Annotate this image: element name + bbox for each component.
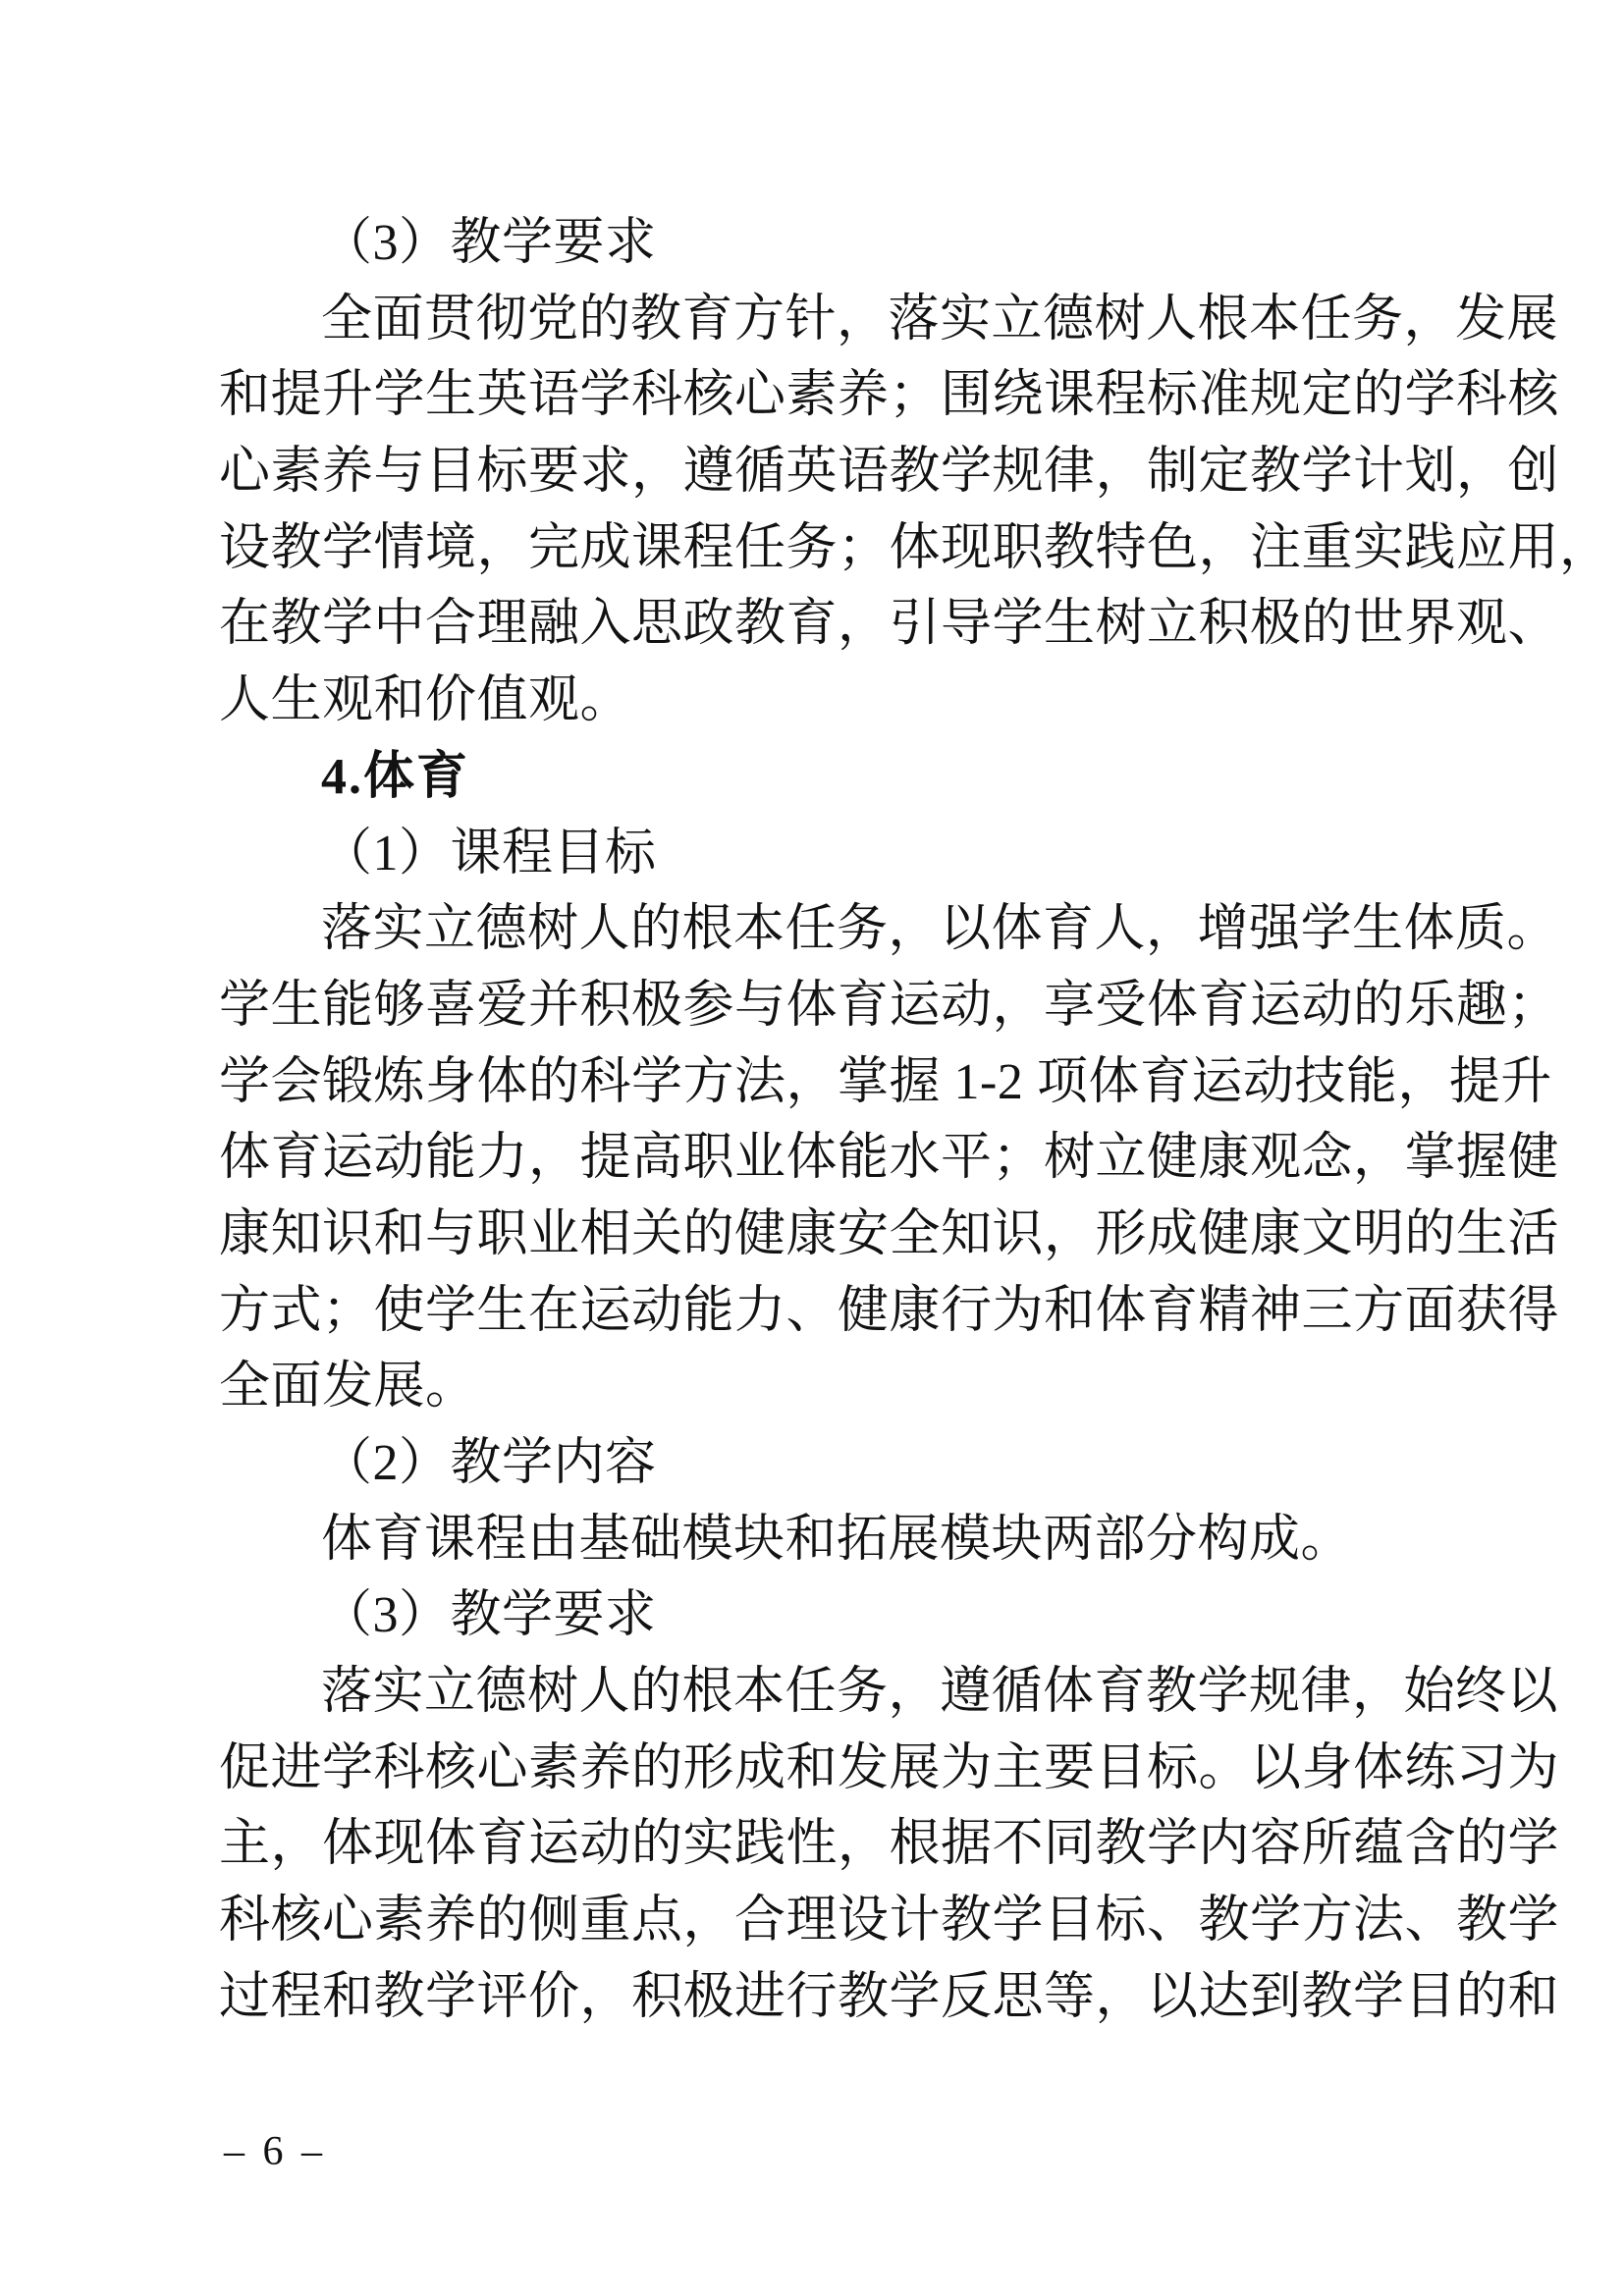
text-line: 方式；使学生在运动能力、健康行为和体育精神三方面获得: [219, 1282, 1560, 1339]
text-line: 学会锻炼身体的科学方法，掌握 1-2 项体育运动技能，提升: [219, 1053, 1552, 1110]
text-line: 全面贯彻党的教育方针，落实立德树人根本任务，发展: [321, 291, 1559, 347]
text-line: 促进学科核心素养的形成和发展为主要目标。以身体练习为: [219, 1739, 1560, 1796]
text-line: 落实立德树人的根本任务，以体育人，增强学生体质。: [321, 901, 1559, 958]
text-line: （3）教学要求: [321, 1587, 657, 1644]
text-line: 体育课程由基础模块和拓展模块两部分构成。: [321, 1511, 1353, 1568]
text-line: 人生观和价值观。: [219, 672, 632, 729]
text-line: 康知识和与职业相关的健康安全知识，形成健康文明的生活: [219, 1205, 1560, 1262]
text-line: 过程和教学评价，积极进行教学反思等，以达到教学目的和: [219, 1968, 1560, 2025]
section-heading: 4.体育: [321, 748, 470, 805]
text-line: 在教学中合理融入思政教育，引导学生树立积极的世界观、: [219, 596, 1560, 653]
text-line: 设教学情境，完成课程任务；体现职教特色，注重实践应用，: [219, 519, 1611, 576]
text-line: 主，体现体育运动的实践性，根据不同教学内容所蕴含的学: [219, 1816, 1560, 1873]
text-line: （2）教学内容: [321, 1435, 657, 1491]
text-line: 落实立德树人的根本任务，遵循体育教学规律，始终以: [321, 1664, 1559, 1721]
document-body: [219, 205, 1611, 2036]
page-number: – 6 –: [224, 2129, 326, 2174]
text-line: 全面发展。: [219, 1359, 477, 1415]
text-line: （3）教学要求: [321, 215, 657, 271]
text-line: （1）课程目标: [321, 825, 657, 881]
text-line: 心素养与目标要求，遵循英语教学规律，制定教学计划，创: [219, 444, 1560, 501]
text-line: 科核心素养的侧重点，合理设计教学目标、教学方法、教学: [219, 1893, 1560, 1949]
text-line: 学生能够喜爱并积极参与体育运动，享受体育运动的乐趣；: [219, 977, 1560, 1034]
text-line: 和提升学生英语学科核心素养；围绕课程标准规定的学科核: [219, 367, 1560, 424]
text-line: 体育运动能力，提高职业体能水平；树立健康观念，掌握健: [219, 1130, 1560, 1187]
